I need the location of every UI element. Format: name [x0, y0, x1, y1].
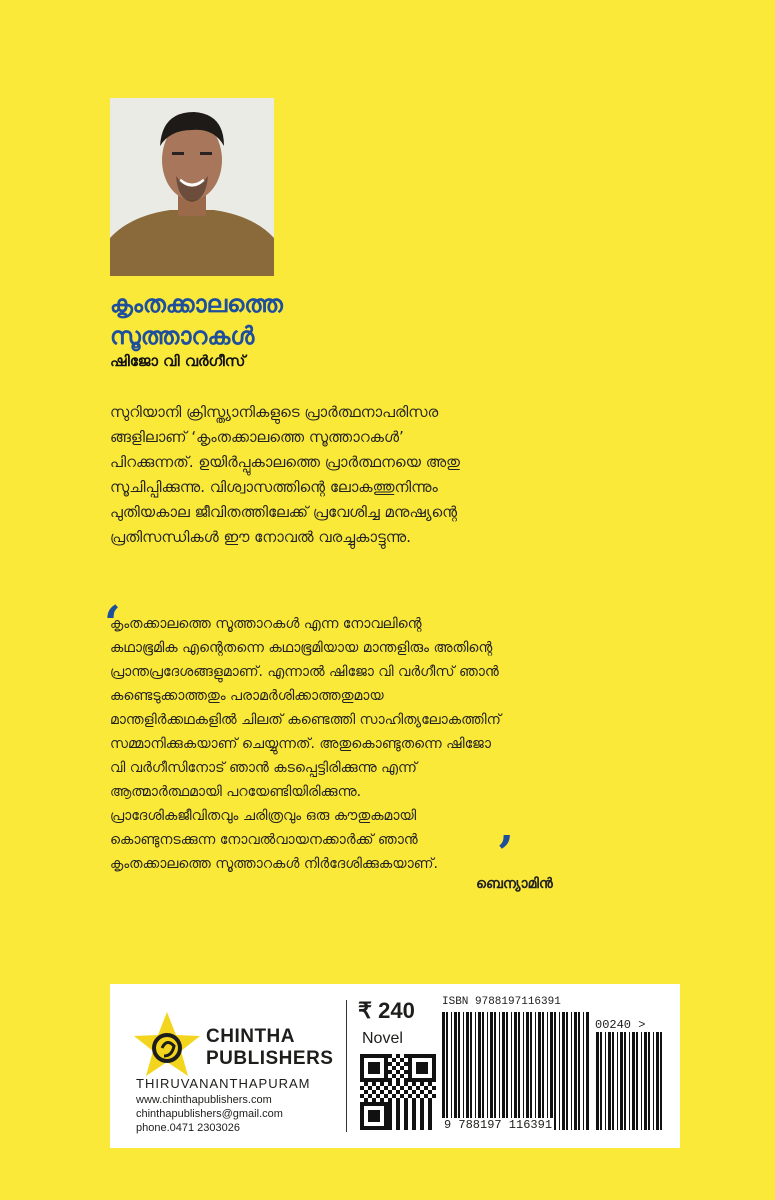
quote-line: കഥാഭൂമിക എന്റെതന്നെ കഥാഭൂമിയായ മാന്തളിരും അതിന്റെ	[110, 640, 493, 656]
publisher-name-line1: CHINTHA	[206, 1026, 295, 1047]
price-addon-digits: 00240 >	[595, 1018, 646, 1032]
quote-attribution: ബെന്യാമിൻ	[476, 876, 553, 892]
blurb-line: സുറിയാനി ക്രിസ്ത്യാനികളുടെ പ്രാർത്ഥനാപരിസര	[110, 403, 439, 421]
book-title	[110, 288, 283, 352]
quote-line: വി വർഗീസിനോട് ഞാൻ കടപ്പെട്ടിരിക്കുന്നു എന്ന്	[110, 760, 417, 776]
blurb-line: പ്രതിസന്ധികൾ ഈ നോവൽ വരച്ചുകാട്ടുന്നു.	[110, 528, 411, 546]
quote-line: കൊണ്ടുനടക്കുന്ന നോവൽവായനക്കാർക്ക് ഞാൻ	[110, 832, 418, 848]
review-quote	[110, 612, 670, 882]
publisher-contact	[136, 1093, 283, 1135]
publisher-phone: phone.0471 2303026	[136, 1122, 240, 1134]
quote-line: പ്രാന്തപ്രദേശങ്ങളുമാണ്. എന്നാൽ ഷിജോ വി വർഗീസ് ഞാൻ	[110, 664, 499, 680]
quote-line: സമ്മാനിക്കുകയാണ് ചെയ്യുന്നത്. അതുകൊണ്ടുതന്നെ ഷിജോ	[110, 736, 491, 752]
publisher-star-logo-icon	[132, 1010, 202, 1080]
book-title-line2: സൂത്താറകൾ	[110, 322, 255, 350]
panel-divider	[346, 1000, 347, 1132]
author-name: ഷിജോ വി വർഗീസ്	[110, 352, 246, 370]
publisher-panel	[110, 984, 680, 1148]
quote-line: കൃംതക്കാലത്തെ സൂത്താറകൾ നിർദേശിക്കുകയാണ്.	[110, 856, 438, 872]
blurb-line: സൂചിപ്പിക്കുന്നു. വിശ്വാസത്തിന്റെ ലോകത്തുനിന്നും	[110, 478, 438, 496]
isbn-label: ISBN 9788197116391	[442, 996, 561, 1008]
qr-code-icon[interactable]	[360, 1054, 436, 1130]
publisher-email[interactable]: chinthapublishers@gmail.com	[136, 1108, 283, 1120]
price-addon-barcode-icon	[596, 1032, 664, 1130]
barcode-digits: 9 788197 116391	[444, 1118, 553, 1132]
price-label: ₹ 240	[358, 998, 415, 1023]
quote-open-mark: ‘	[104, 596, 121, 652]
publisher-city: THIRUVANANTHAPURAM	[136, 1076, 311, 1091]
quote-line: പ്രാദേശികജീവിതവും ചരിത്രവും ഒരു കൗതുകമായി	[110, 808, 417, 824]
publisher-name-line2: PUBLISHERS	[206, 1048, 334, 1069]
publisher-name	[206, 1026, 333, 1070]
blurb-line: പുതിയകാല ജീവിതത്തിലേക്ക് പ്രവേശിച്ച മനുഷ്യന്റെ	[110, 503, 458, 521]
quote-close-mark: ’	[497, 826, 514, 882]
blurb	[110, 400, 670, 550]
publisher-website[interactable]: www.chinthapublishers.com	[136, 1094, 272, 1106]
genre-label: Novel	[362, 1030, 403, 1047]
author-photo	[110, 98, 274, 276]
blurb-line: പിറക്കുന്നത്. ഉയിർപ്പുകാലത്തെ പ്രാർത്ഥനയെ അതു	[110, 453, 460, 471]
blurb-line: ങ്ങളിലാണ് ‘കൃംതക്കാലത്തെ സൂത്താറകൾ’	[110, 428, 404, 446]
isbn-barcode-icon	[442, 1012, 590, 1130]
book-title-line1: കൃംതക്കാലത്തെ	[110, 290, 283, 318]
quote-line: ആത്മാർത്ഥമായി പറയേണ്ടിയിരിക്കുന്നു.	[110, 784, 362, 800]
quote-line: കണ്ടെടുക്കാത്തതും പരാമർശിക്കാത്തതുമായ	[110, 688, 384, 704]
quote-line: കൃംതക്കാലത്തെ സൂത്താറകൾ എന്ന നോവലിന്റെ	[110, 616, 422, 632]
quote-line: മാന്തളിർക്കഥകളിൽ ചിലത് കണ്ടെത്തി സാഹിത്യലോകത്തിന്	[110, 712, 501, 728]
